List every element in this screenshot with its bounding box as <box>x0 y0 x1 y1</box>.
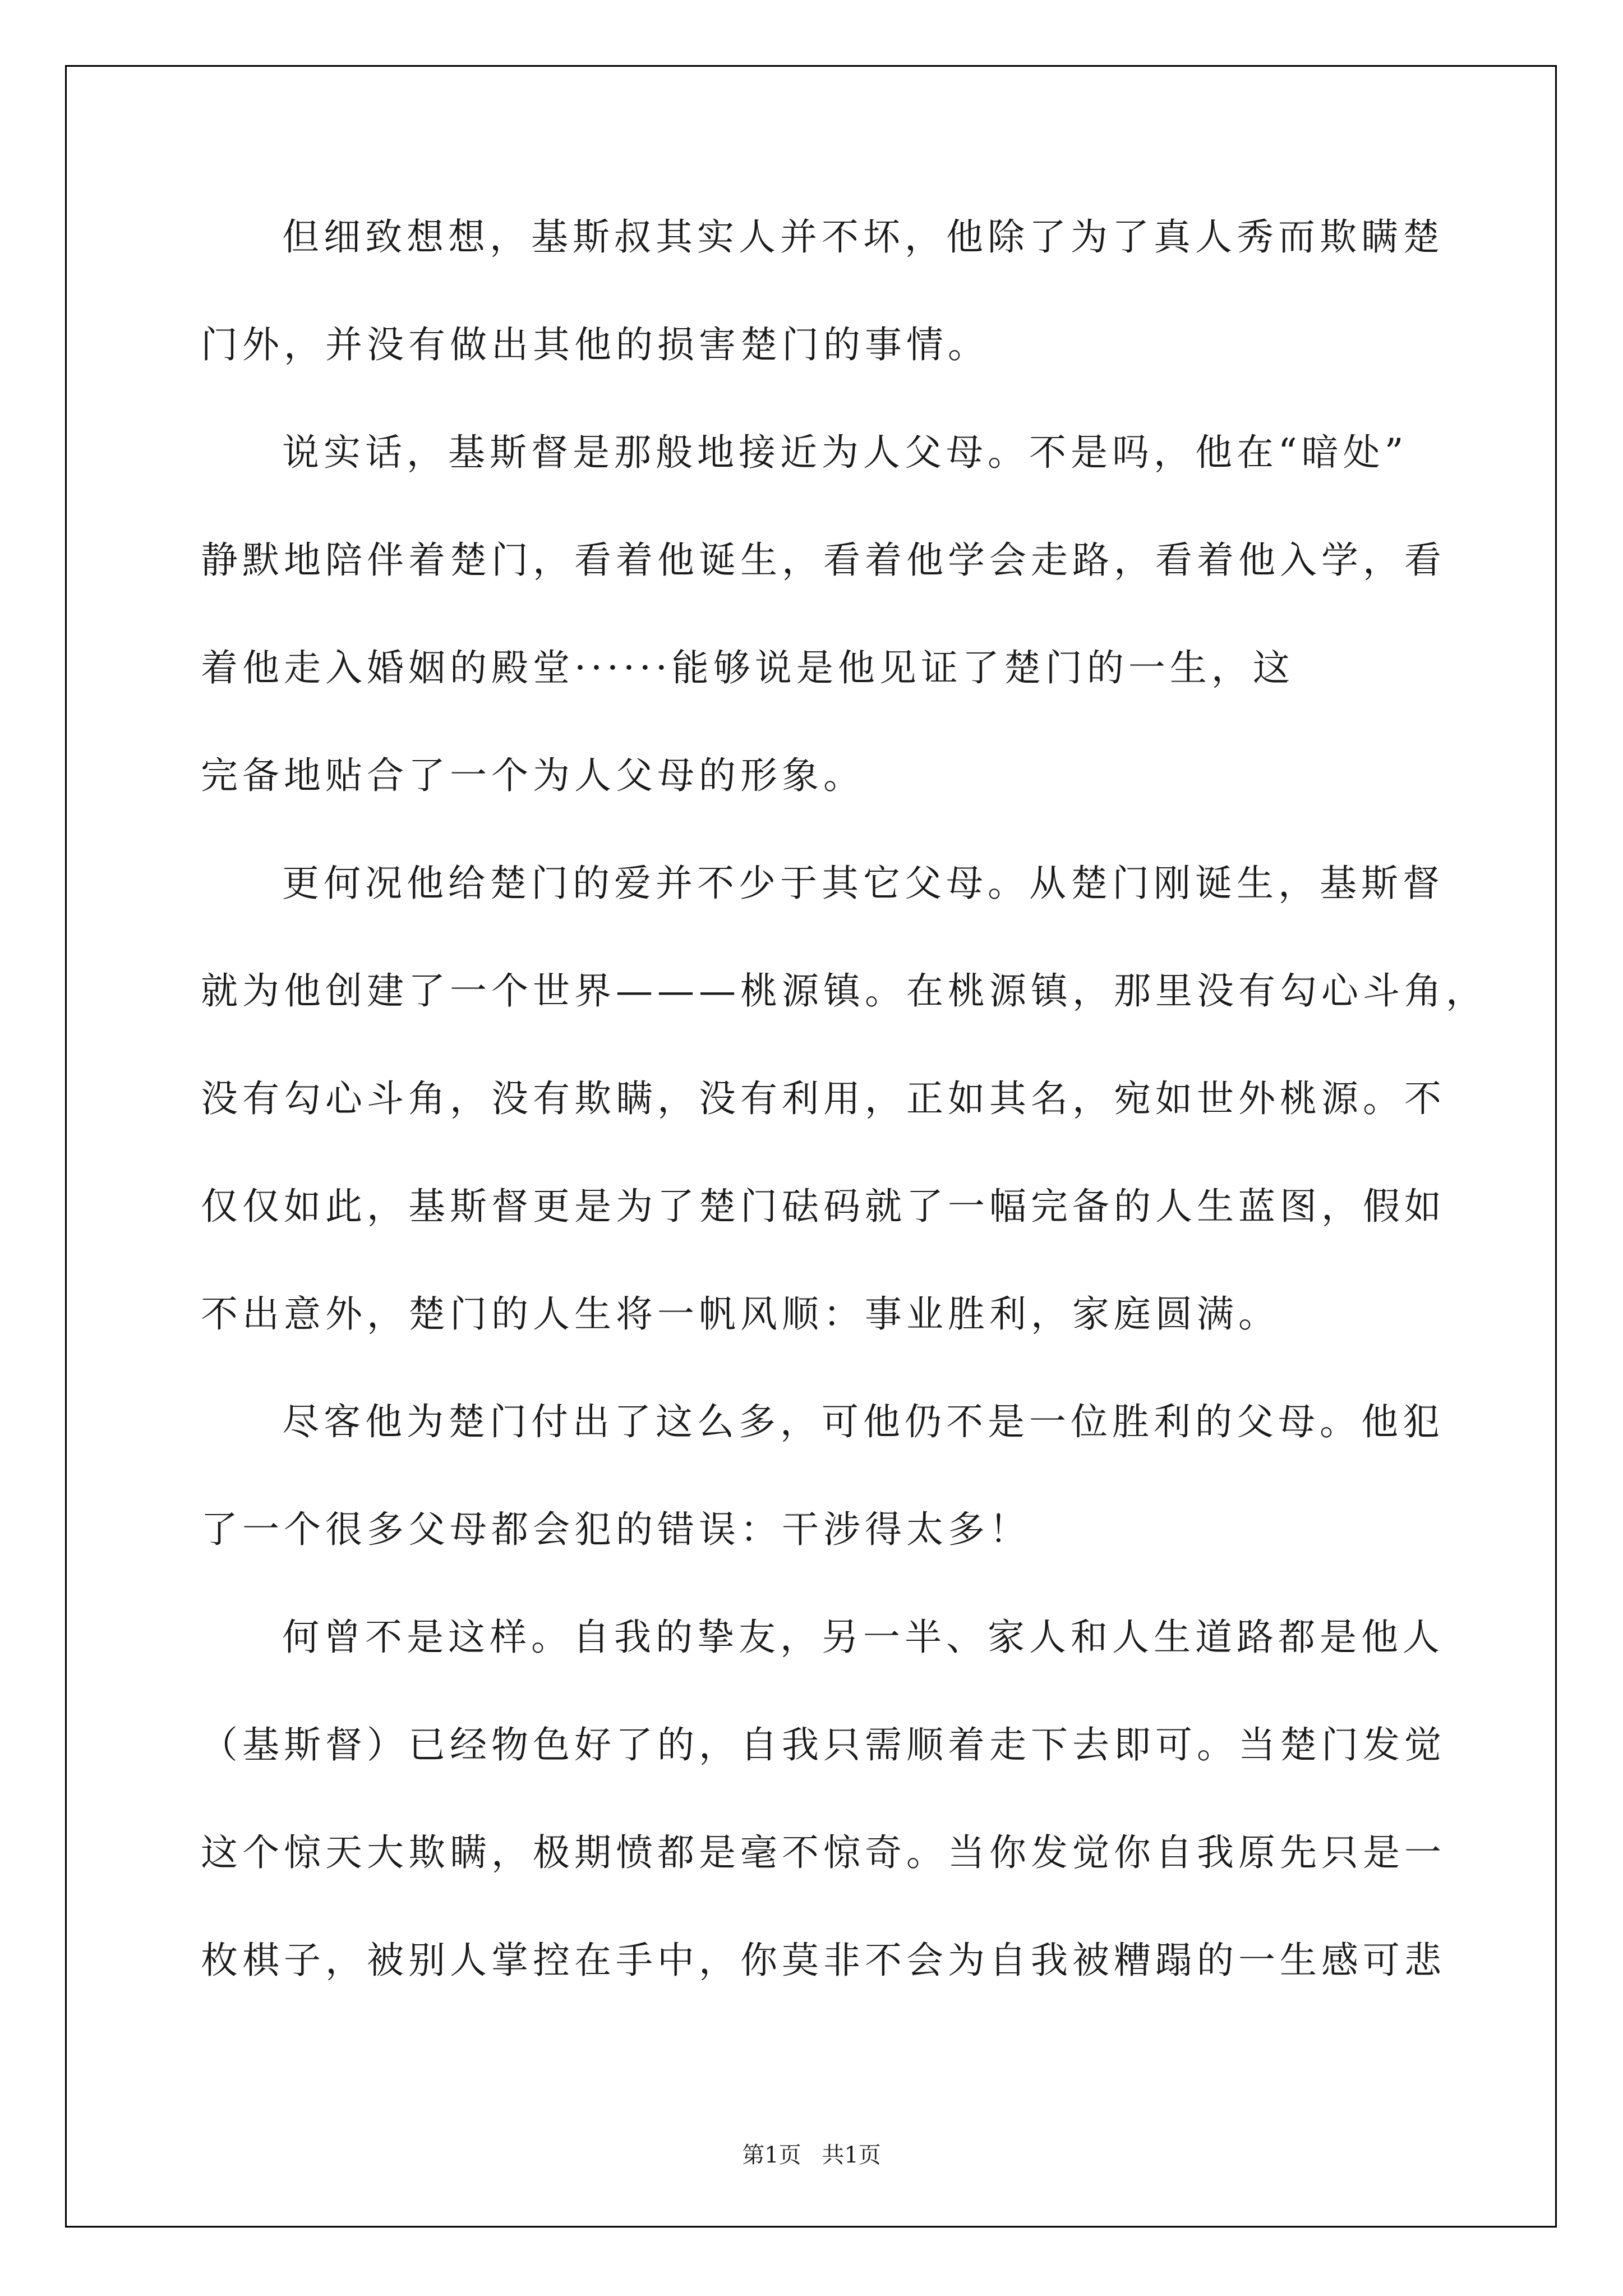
paragraph-3-line-4: 仅仅如此，基斯督更是为了楚门砝码就了一幅完备的人生蓝图，假如 <box>201 1185 1446 1228</box>
page-number-current: 第1页 <box>742 2142 801 2168</box>
paragraph-2-line-3: 着他走入婚姻的殿堂······能够说是他见证了楚门的一生，这 <box>201 646 1294 689</box>
page-number-total: 共1页 <box>822 2142 881 2168</box>
paragraph-1-line-1: 但细致想想，基斯叔其实人并不坏，他除了为了真人秀而欺瞒楚 <box>282 215 1444 259</box>
paragraph-3-line-3: 没有勾心斗角，没有欺瞒，没有利用，正如其名，宛如世外桃源。不 <box>201 1077 1446 1120</box>
paragraph-1-line-2: 门外，并没有做出其他的损害楚门的事情。 <box>201 323 989 366</box>
paragraph-2-line-1: 说实话，基斯督是那般地接近为人父母。不是吗，他在“暗处” <box>282 431 1408 474</box>
paragraph-3-line-1: 更何况他给楚门的爱并不少于其它父母。从楚门刚诞生，基斯督 <box>282 862 1444 905</box>
paragraph-4-line-1: 尽客他为楚门付出了这么多，可他仍不是一位胜利的父母。他犯 <box>282 1400 1444 1443</box>
paragraph-4-line-2: 了一个很多父母都会犯的错误：干涉得太多！ <box>201 1508 1031 1551</box>
body-text <box>201 215 1487 2050</box>
paragraph-3-line-2: 就为他创建了一个世界———桃源镇。在桃源镇，那里没有勾心斗角， <box>201 969 1487 1013</box>
paragraph-5-line-1: 何曾不是这样。自我的挚友，另一半、家人和人生道路都是他人 <box>282 1616 1444 1659</box>
paragraph-3-line-5: 不出意外，楚门的人生将一帆风顺：事业胜利，家庭圆满。 <box>201 1292 1280 1336</box>
page-footer <box>0 2144 1623 2166</box>
paragraph-2-line-2: 静默地陪伴着楚门，看着他诞生，看着他学会走路，看着他入学，看 <box>201 539 1446 582</box>
paragraph-5-line-2: （基斯督）已经物色好了的，自我只需顺着走下去即可。当楚门发觉 <box>201 1723 1446 1766</box>
paragraph-2-line-4: 完备地贴合了一个为人父母的形象。 <box>201 754 865 797</box>
paragraph-5-line-4: 枚棋子，被别人掌控在手中，你莫非不会为自我被糟蹋的一生感可悲 <box>201 1939 1446 1982</box>
paragraph-5-line-3: 这个惊天大欺瞒，极期愤都是毫不惊奇。当你发觉你自我原先只是一 <box>201 1831 1446 1874</box>
